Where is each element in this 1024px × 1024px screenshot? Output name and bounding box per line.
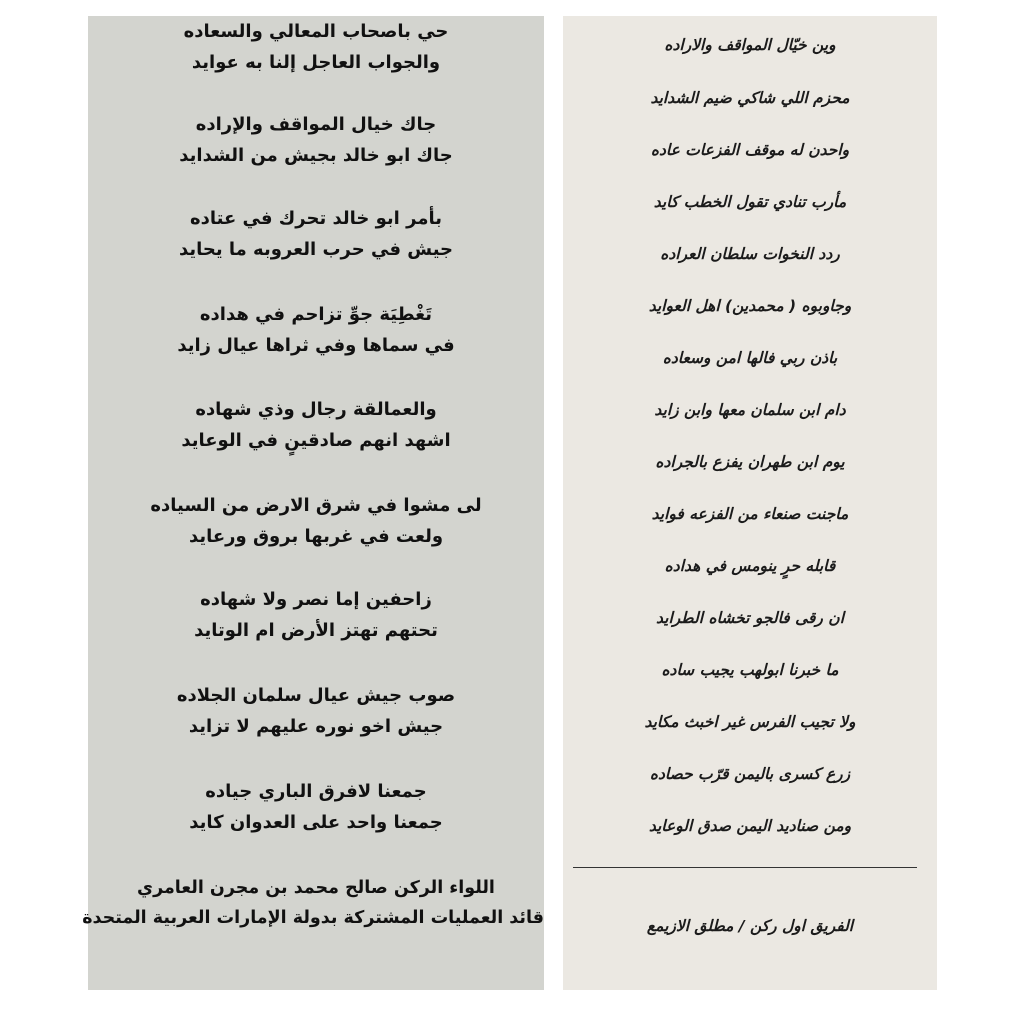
verse-line: بأمر ابو خالد تحرك في عتاده xyxy=(190,208,442,229)
verse-line: ما خبرنا ابولهب يجيب ساده xyxy=(661,661,839,679)
right-page xyxy=(563,16,937,990)
verse-line: باذن ربي فالها امن وسعاده xyxy=(662,349,838,367)
verse-line: قابله حرٍ ينومس في هداده xyxy=(664,557,836,575)
verse-line: محزم اللي شاكي ضيم الشدايد xyxy=(650,89,850,107)
left-page xyxy=(82,16,544,990)
verse-line: والجواب العاجل إلنا به عوايد xyxy=(191,52,441,73)
verse-line: وين خيّال المواقف والاراده xyxy=(664,36,836,54)
stanza-9 xyxy=(88,776,544,838)
signature-name: اللواء الركن صالح محمد بن مجرن العامري xyxy=(137,878,495,898)
verse-line: ولعت في غربها بروق ورعايد xyxy=(188,526,444,547)
verse-line: ردد النخوات سلطان العراده xyxy=(660,245,840,263)
verse-line: مأرب تنادي تقول الخطب كايد xyxy=(653,193,847,211)
stanza-2 xyxy=(88,109,544,171)
verse-line: صوب جيش عيال سلمان الجلاده xyxy=(176,685,456,706)
stanza-6 xyxy=(88,490,544,552)
stanza-3 xyxy=(88,203,544,265)
stanza-1 xyxy=(88,16,544,78)
verse-line: لى مشوا في شرق الارض من السياده xyxy=(150,495,482,516)
verse-line: جمعنا لافرق الباري جياده xyxy=(205,781,427,802)
verse-line: في سماها وفي ثراها عيال زايد xyxy=(177,335,455,356)
verse-line: تحتهم تهتز الأرض ام الوتايد xyxy=(194,620,438,641)
verse-line: زرع كسرى باليمن قرّب حصاده xyxy=(649,765,851,783)
verse-line: وجاوبوه ( محمدين) اهل العوايد xyxy=(648,297,852,315)
stanza-7 xyxy=(88,584,544,646)
left-signature xyxy=(82,873,544,933)
verse-line: ومن صناديد اليمن صدق الوعايد xyxy=(648,817,852,835)
verse-line: والعمالقة رجال وذي شهاده xyxy=(195,399,437,420)
signature-title: قائد العمليات المشتركة بدولة الإمارات العربية المتحدة xyxy=(82,908,544,928)
verse-line: تَغْطِيَة جوِّ تزاحم في هداده xyxy=(199,304,433,325)
right-signature: الفريق اول ركن / مطلق الازيمع xyxy=(646,917,854,935)
verse-line: ولا تجيب الفرس غير اخبث مكايد xyxy=(644,713,856,731)
verse-line: اشهد انهم صادقينٍ في الوعايد xyxy=(181,430,451,451)
stanza-8 xyxy=(88,680,544,742)
stanza-4 xyxy=(88,299,544,361)
verse-line: جاك ابو خالد بجيش من الشدايد xyxy=(179,145,453,166)
verse-line: ان رقى فالجو تخشاه الطرايد xyxy=(656,609,844,627)
verse-line: واحدن له موقف الفزعات عاده xyxy=(650,141,850,159)
verse-line: حي باصحاب المعالي والسعاده xyxy=(183,21,449,42)
verse-line: جيش اخو نوره عليهم لا تزايد xyxy=(188,716,444,737)
divider-line xyxy=(573,867,917,868)
verse-line: زاحفين إما نصر ولا شهاده xyxy=(200,589,432,610)
verse-line: جاك خيال المواقف والإراده xyxy=(195,114,437,135)
verse-line: جيش في حرب العروبه ما يحايد xyxy=(178,239,454,260)
stanza-5 xyxy=(88,394,544,456)
verse-line: ماجنت صنعاء من الفزعه فوايد xyxy=(651,505,849,523)
verse-line: جمعنا واحد على العدوان كايد xyxy=(189,812,443,833)
verse-line: يوم ابن طهران يفزع بالجراده xyxy=(655,453,845,471)
verse-line: دام ابن سلمان معها وابن زايد xyxy=(654,401,846,419)
